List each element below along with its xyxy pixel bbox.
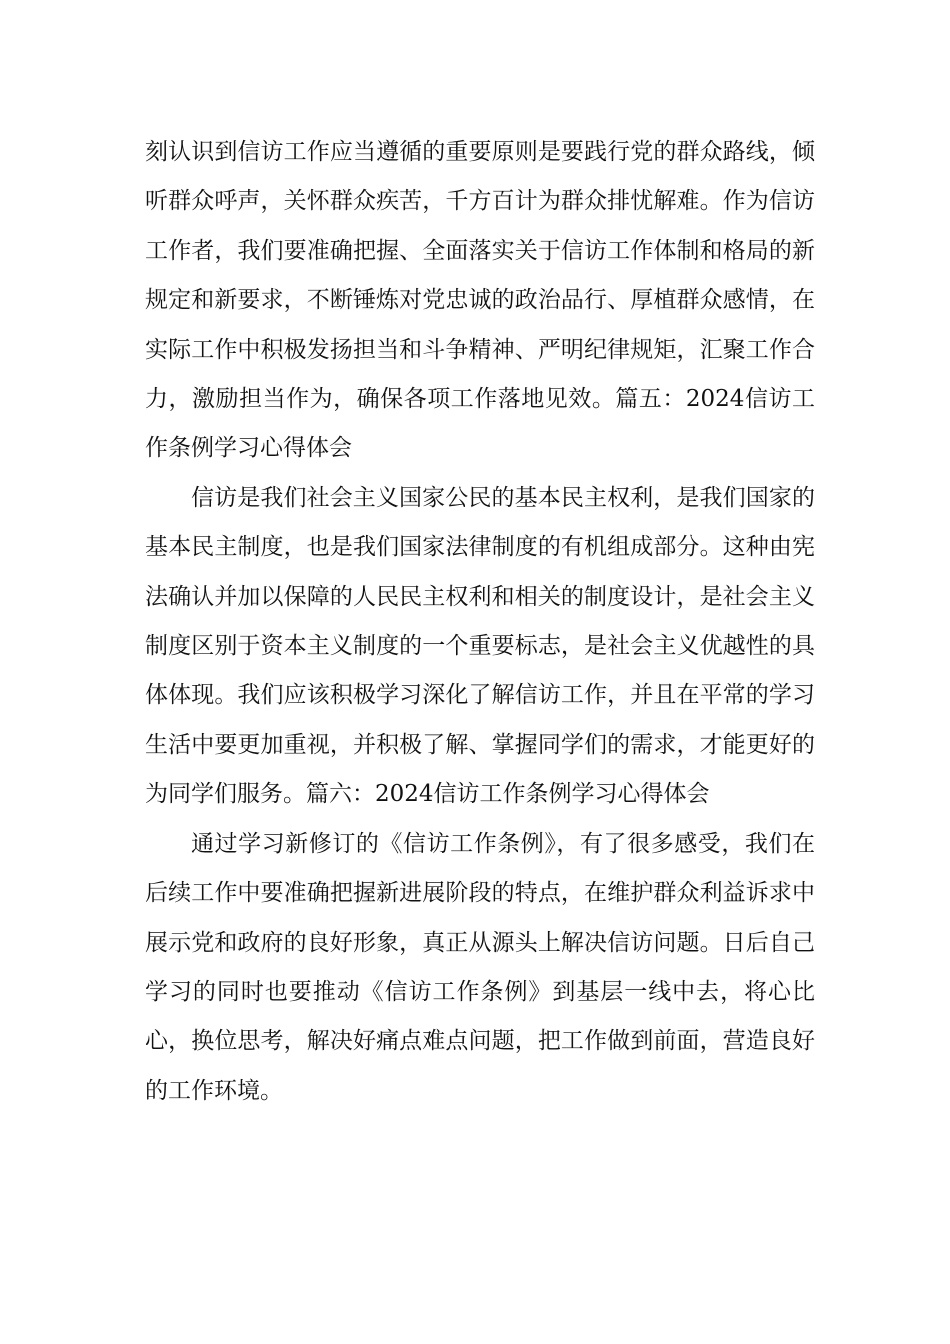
paragraph-regulation-study: 通过学习新修订的《信访工作条例》，有了很多感受，我们在后续工作中要准确把握新进展阶段的特点，在维护群众利益诉求中展示党和政府的良好形象，真正从源头上解决信访问题。日后自己学习的同时也要推动《信访工作条例》到基层一线中去，将心比心，换位思考，解决好痛点难点问题，把工作做到前面，营造良好的工作环境。: [145, 830, 815, 1104]
body-text: [145, 128, 815, 1116]
paragraph-petition-rights: 信访是我们社会主义国家公民的基本民主权利，是我们国家的基本民主制度，也是我们国家法律制度的有机组成部分。这种由宪法确认并加以保障的人民民主权利和相关的制度设计，是社会主义制度区别于资本主义制度的一个重要标志，是社会主义优越性的具体体现。我们应该积极学习深化了解信访工作，并且在平常的学习生活中要更加重视，并积极了解、掌握同学们的需求，才能更好的为同学们服务。篇六：2024信访工作条例学习心得体会: [145, 484, 815, 808]
paragraph-continuation: 刻认识到信访工作应当遵循的重要原则是要践行党的群众路线，倾听群众呼声，关怀群众疾苦，千方百计为群众排忧解难。作为信访工作者，我们要准确把握、全面落实关于信访工作体制和格局的新规定和新要求，不断锤炼对党忠诚的政治品行、厚植群众感情，在实际工作中积极发扬担当和斗争精神、严明纪律规矩，汇聚工作合力，激励担当作为，确保各项工作落地见效。篇五：2024信访工作条例学习心得体会: [145, 139, 815, 462]
